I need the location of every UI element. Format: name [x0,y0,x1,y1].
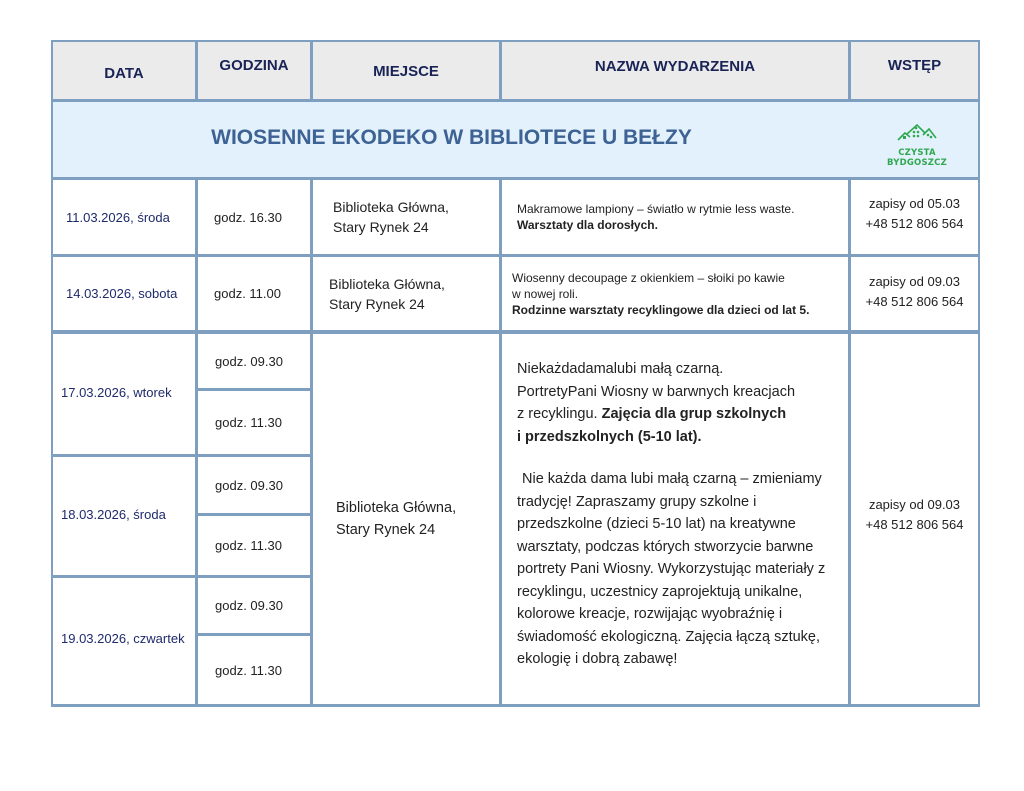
header-entry [851,42,978,99]
header-event [502,42,848,99]
header-time [198,42,310,99]
time-text: godz. 09.30 [215,598,283,613]
row1-event [502,180,848,254]
group-time-2b [198,516,310,575]
header-place [313,42,499,99]
date-text: 18.03.2026, środa [61,507,166,522]
registration-date: zapisy od 05.03 [868,196,961,211]
place-line: Biblioteka Główna, [336,500,457,516]
row1-entry [851,180,978,254]
header-time-label: GODZINA [219,57,289,74]
date-text: 14.03.2026, sobota [66,286,178,301]
event-title: w nowej roli. [512,286,579,301]
registration-date: zapisy od 09.03 [868,273,961,289]
row2-date [53,257,195,330]
date-text: 17.03.2026, wtorek [61,384,172,400]
banner [53,102,978,177]
time-text: godz. 11.00 [214,286,281,301]
row2-place [313,257,499,330]
time-text: godz. 11.30 [215,538,282,553]
event-audience: Warsztaty dla dorosłych. [517,218,658,232]
group-entry [851,334,978,704]
group-date-1 [53,334,195,454]
date-text: 11.03.2026, środa [66,209,170,225]
place-line: Stary Rynek 24 [336,522,436,538]
header-entry-label: WSTĘP [887,57,942,74]
header-date-label: DATA [104,65,144,82]
czysta-bydgoszcz-logo [868,122,966,168]
group-time-2a [198,457,310,513]
header-date [53,42,195,99]
group-time-1b [198,391,310,454]
time-text: godz. 09.30 [215,353,283,369]
event-title: Niekażdadamalubi małą czarną. [517,361,724,377]
place-line: Stary Rynek 24 [329,295,425,312]
event-title: z recyklingu. [517,406,602,422]
phone-number[interactable]: +48 512 806 564 [865,517,964,532]
group-date-2 [53,457,195,575]
event-audience: Zajęcia dla grup szkolnych [601,406,787,422]
header-event-label: NAZWA WYDARZENIA [594,58,756,75]
group-time-1a [198,334,310,388]
place-line: Stary Rynek 24 [333,219,429,235]
time-text: godz. 16.30 [214,209,282,225]
event-title: PortretyPani Wiosny w barwnych kreacjach [517,383,796,400]
time-text: godz. 09.30 [215,477,283,493]
place-line: Biblioteka Główna, [329,275,445,292]
row2-entry [851,257,978,330]
registration-date: zapisy od 09.03 [868,497,961,512]
group-date-3 [53,578,195,704]
schedule-table [51,40,980,707]
header-place-label: MIEJSCE [373,63,439,80]
row1-time [198,180,310,254]
phone-number[interactable]: +48 512 806 564 [865,216,964,231]
group-time-3b [198,636,310,704]
event-title: Makramowe lampiony – światło w rytmie less waste. [517,202,795,216]
group-event [502,334,848,704]
event-title: Wiosenny decoupage z okienkiem – słoiki po kawie [512,270,785,285]
group-time-3a [198,578,310,633]
row1-date [53,180,195,254]
row2-event [502,257,848,330]
time-text: godz. 11.30 [215,415,282,430]
event-audience: Rodzinne warsztaty recyklingowe dla dzieci od lat 5. [512,302,810,317]
row2-time [198,257,310,330]
group-place [313,334,499,704]
date-text: 19.03.2026, czwartek [61,630,185,646]
time-text: godz. 11.30 [215,662,282,678]
row1-place [313,180,499,254]
place-line: Biblioteka Główna, [333,199,449,215]
phone-number[interactable]: +48 512 806 564 [865,293,964,309]
banner-title: WIOSENNE EKODEKO W BIBLIOTECE U BEŁZY [211,126,692,149]
event-description: Nie każda dama lubi małą czarną – zmieniamy tradycję! Zapraszamy grupy szkolne i przedszkolne (dzieci 5-10 lat) na kreatywne warsztaty, podczas których stworzycie barwne portrety Pani Wiosny. Wykorzystując materiały z recyklingu, uczestnicy zaprojektują unikalne, kolorowe kreacje, rozwijając wyobraźnię i świadomość ekologiczną. Zajęcia łączą sztukę, ekologię i dobrą zabawę! [517,471,826,667]
logo-text: CZYSTA BYDGOSZCZ [887,148,947,168]
event-audience: i przedszkolnych (5-10 lat). [517,428,702,445]
houses-icon [895,122,939,144]
